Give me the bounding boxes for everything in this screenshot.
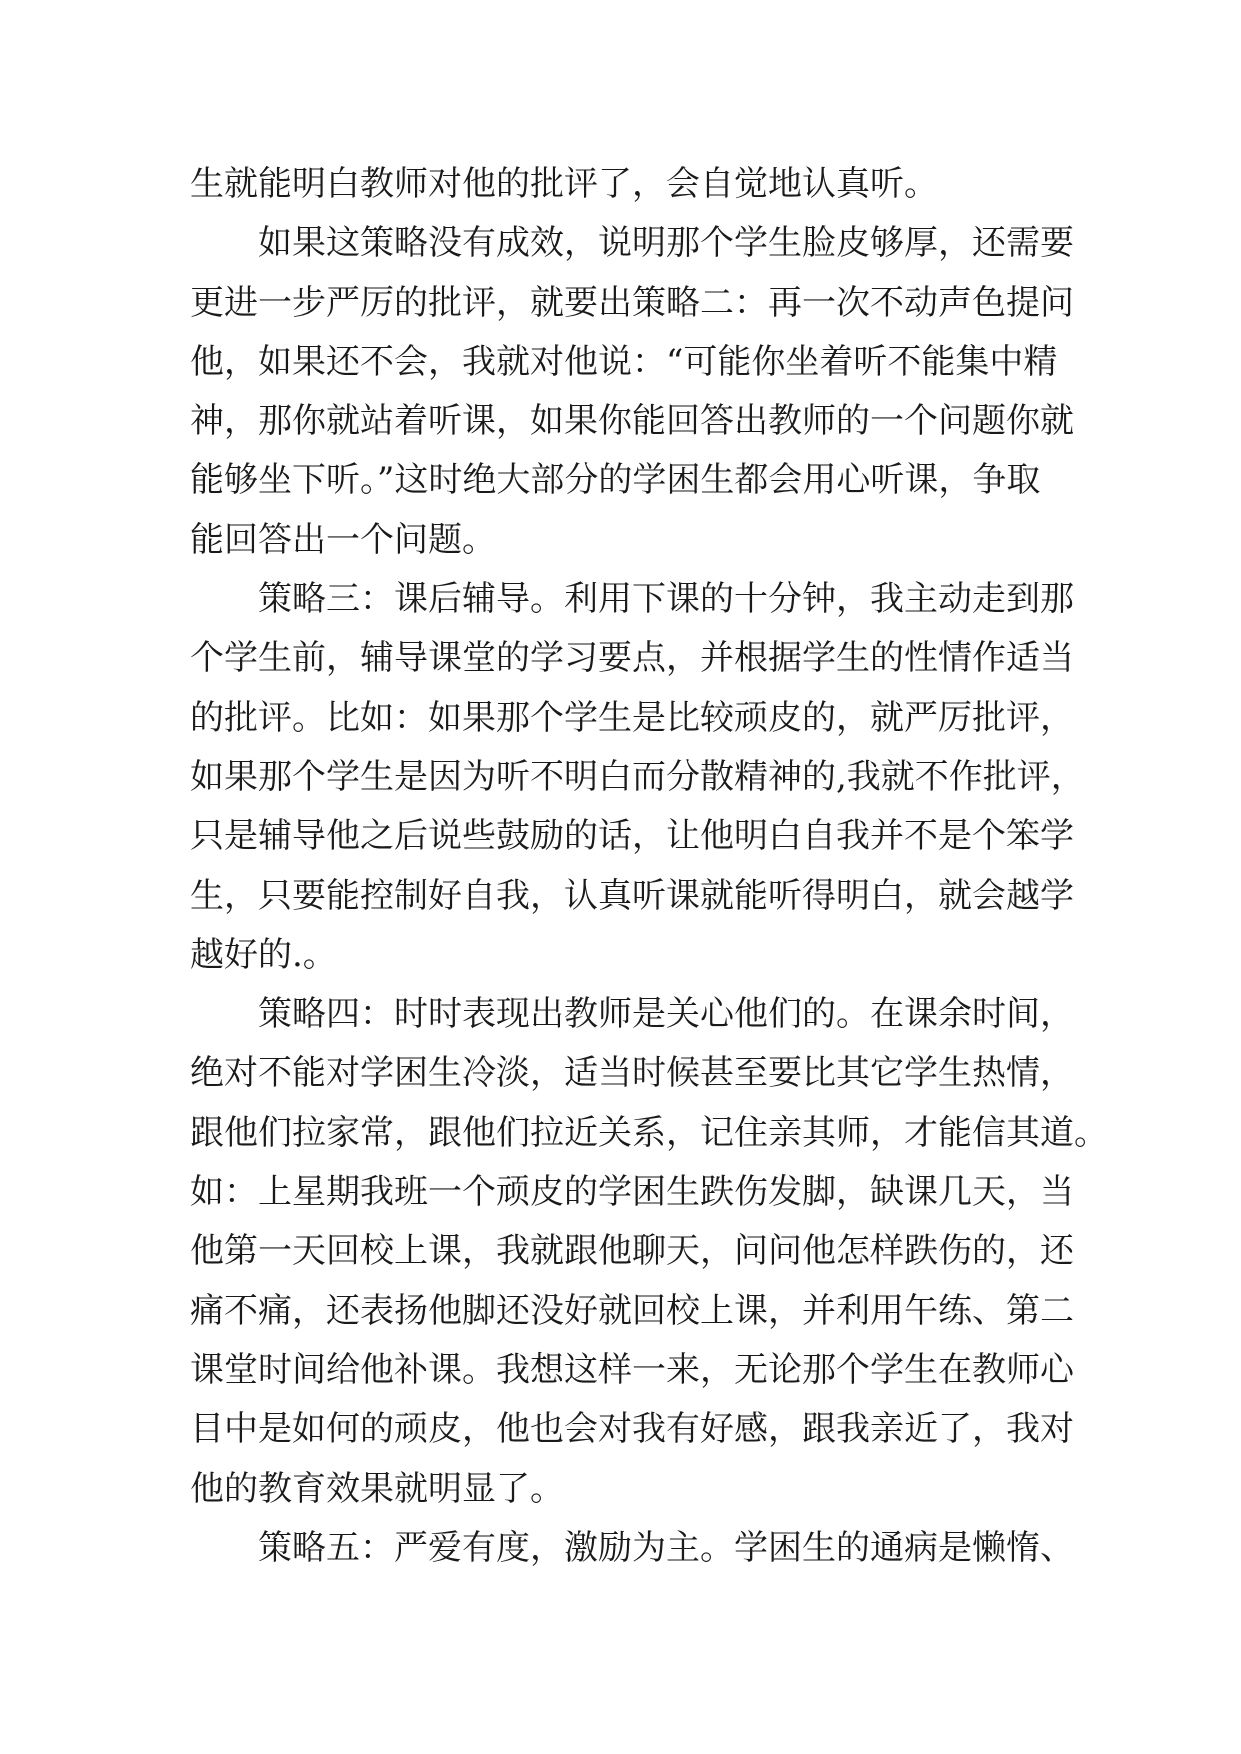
- text-line: 绝对不能对学困生冷淡，适当时候甚至要比其它学生热情，: [190, 1053, 1074, 1094]
- text-line: 如：上星期我班一个顽皮的学困生跌伤发脚，缺课几天，当: [190, 1172, 1074, 1213]
- text-line: 跟他们拉家常，跟他们拉近关系，记住亲其师，才能信其道。: [190, 1112, 1108, 1153]
- text-line: 能回答出一个问题。: [190, 519, 496, 560]
- body-text: [190, 155, 1108, 1578]
- text-line: 他的教育效果就明显了。: [190, 1468, 564, 1509]
- text-line: 如果那个学生是因为听不明白而分散精神的,我就不作批评，: [190, 756, 1085, 797]
- text-line: 神，那你就站着听课，如果你能回答出教师的一个问题你就: [190, 401, 1074, 442]
- paragraph-first-line: 策略五：严爱有度，激励为主。学困生的通病是懒惰、: [258, 1527, 1074, 1568]
- text-line: 的批评。比如：如果那个学生是比较顽皮的，就严厉批评，: [190, 697, 1074, 738]
- text-line: 能够坐下听。”这时绝大部分的学困生都会用心听课，争取: [190, 460, 1041, 501]
- paragraph-first-line: 策略四：时时表现出教师是关心他们的。在课余时间，: [258, 994, 1074, 1035]
- text-line: 痛不痛，还表扬他脚还没好就回校上课，并利用午练、第二: [190, 1290, 1074, 1331]
- text-line: 越好的.。: [190, 934, 337, 975]
- text-line: 课堂时间给他补课。我想这样一来，无论那个学生在教师心: [190, 1349, 1074, 1390]
- paragraph-first-line: 策略三：课后辅导。利用下课的十分钟，我主动走到那: [258, 579, 1074, 620]
- text-line: 目中是如何的顽皮，他也会对我有好感，跟我亲近了，我对: [190, 1409, 1074, 1450]
- text-line: 更进一步严厉的批评，就要出策略二：再一次不动声色提问: [190, 282, 1074, 323]
- text-line: 只是辅导他之后说些鼓励的话，让他明白自我并不是个笨学: [190, 816, 1074, 857]
- text-line: 他第一天回校上课，我就跟他聊天，问问他怎样跌伤的，还: [190, 1231, 1074, 1272]
- paragraph-first-line: 如果这策略没有成效，说明那个学生脸皮够厚，还需要: [258, 223, 1074, 264]
- text-line: 他，如果还不会，我就对他说：“可能你坐着听不能集中精: [190, 341, 1058, 382]
- text-line: 个学生前，辅导课堂的学习要点，并根据学生的性情作适当: [190, 638, 1074, 679]
- text-line: 生，只要能控制好自我，认真听课就能听得明白，就会越学: [190, 875, 1074, 916]
- text-line: 生就能明白教师对他的批评了，会自觉地认真听。: [190, 164, 938, 204]
